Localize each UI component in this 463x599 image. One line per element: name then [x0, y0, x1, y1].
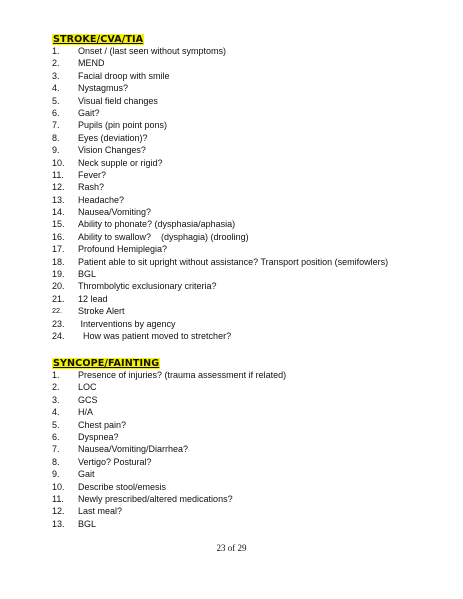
item-number: 23. — [52, 318, 65, 329]
item-text: Ability to swallow? (dysphagia) (drooling) — [78, 231, 249, 242]
item-number: 8. — [52, 456, 60, 467]
section-title-stroke: STROKE/CVA/TIA — [53, 34, 144, 45]
item-text: Pupils (pin point pons) — [78, 120, 168, 131]
item-number: 8. — [52, 132, 60, 143]
item-number: 6. — [52, 107, 60, 118]
item-number: 6. — [52, 431, 60, 442]
item-number: 2. — [52, 58, 60, 69]
item-text: H/A — [78, 407, 94, 418]
item-text: MEND — [78, 58, 105, 69]
item-number: 3. — [52, 70, 60, 81]
item-number: 20. — [52, 281, 65, 292]
item-text: Chest pain? — [78, 419, 127, 430]
item-number: 11. — [52, 493, 64, 504]
item-number: 21. — [52, 293, 65, 304]
item-number: 10. — [52, 157, 65, 168]
item-number: 17. — [52, 244, 65, 255]
item-text: BGL — [78, 518, 97, 529]
item-text: LOC — [78, 382, 97, 393]
item-number: 2. — [52, 382, 60, 393]
item-number: 19. — [52, 269, 65, 280]
item-text: Dyspnea? — [78, 431, 119, 442]
item-text: Visual field changes — [78, 95, 158, 106]
item-text: Fever? — [78, 169, 107, 180]
section-title-syncope: SYNCOPE/FAINTING — [53, 358, 160, 369]
item-number: 11. — [52, 169, 64, 180]
item-number: 12. — [52, 182, 65, 193]
item-text: Vertigo? Postural? — [78, 456, 152, 467]
item-number: 5. — [52, 95, 60, 106]
item-text: How was patient moved to stretcher? — [78, 330, 232, 341]
item-text: Onset / (last seen without symptoms) — [78, 46, 227, 56]
item-number: 13. — [52, 518, 65, 529]
item-text: Thrombolytic exclusionary criteria? — [78, 281, 217, 292]
item-text: Describe stool/emesis — [78, 481, 167, 492]
item-text: GCS — [78, 394, 98, 405]
item-text: Vision Changes? — [78, 145, 146, 156]
item-text: BGL — [78, 269, 97, 280]
item-number: 4. — [52, 407, 60, 418]
item-text: Last meal? — [78, 506, 123, 517]
item-text: Stroke Alert — [78, 306, 125, 317]
item-number: 1. — [52, 46, 60, 56]
item-number: 9. — [52, 145, 60, 156]
item-text: Neck supple or rigid? — [78, 157, 163, 168]
item-number: 24. — [52, 330, 65, 341]
item-number: 16. — [52, 231, 65, 242]
item-number: 12. — [52, 506, 65, 517]
item-text: Profound Hemiplegia? — [78, 244, 168, 255]
item-number: 10. — [52, 481, 65, 492]
item-text: Gait — [78, 469, 95, 480]
item-text: 12 lead — [78, 293, 108, 304]
item-text: Nausea/Vomiting? — [78, 207, 152, 218]
item-text: Rash? — [78, 182, 105, 193]
item-number: 3. — [52, 394, 60, 405]
item-text: Interventions by agency — [78, 318, 176, 329]
item-text: Eyes (deviation)? — [78, 132, 148, 143]
item-text: Gait? — [78, 107, 100, 118]
item-text: Newly prescribed/altered medications? — [78, 493, 233, 504]
item-number: 22. — [52, 306, 62, 316]
item-number: 7. — [52, 120, 60, 131]
item-number: 15. — [52, 219, 65, 230]
item-text: Patient able to sit upright without assistance? Transport position (semifowlers) — [78, 256, 389, 267]
item-number: 1. — [52, 370, 60, 380]
item-number: 14. — [52, 207, 65, 218]
item-text: Ability to phonate? (dysphasia/aphasia) — [78, 219, 236, 230]
item-number: 7. — [52, 444, 60, 455]
item-text: Nausea/Vomiting/Diarrhea? — [78, 444, 189, 455]
page-number: 23 of 29 — [216, 543, 247, 553]
item-number: 18. — [52, 256, 65, 267]
item-text: Presence of injuries? (trauma assessment if related) — [78, 370, 287, 380]
item-text: Facial droop with smile — [78, 70, 170, 81]
item-number: 13. — [52, 194, 65, 205]
item-number: 5. — [52, 419, 60, 430]
item-text: Nystagmus? — [78, 83, 129, 94]
item-text: Headache? — [78, 194, 125, 205]
item-number: 4. — [52, 83, 60, 94]
item-number: 9. — [52, 469, 60, 480]
